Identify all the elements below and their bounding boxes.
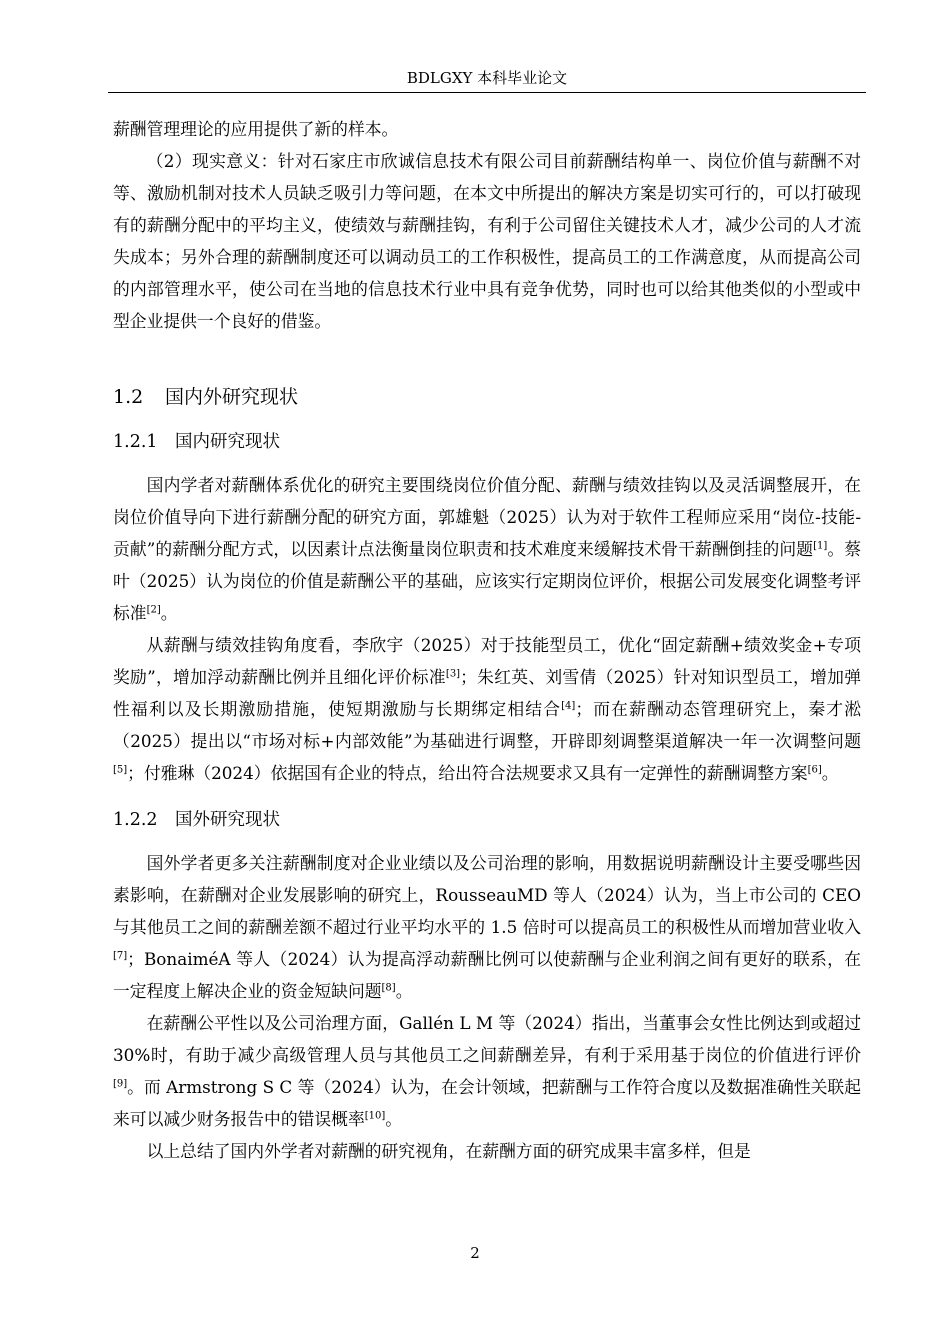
text-run: 在薪酬公平性以及公司治理方面，Gallén L M 等（2024）指出，当董事会女性比例达到或超过 30%时，有助于减少高级管理人员与其他员工之间薪酬差异，有利于采用基于岗位的价值进行评价 (113, 1013, 861, 1065)
subsection-number: 1.2.2 (113, 810, 158, 830)
text-run: ；BonaiméA 等人（2024）认为提高浮动薪酬比例可以使薪酬与企业利润之间有更好的联系，在一定程度上解决企业的资金短缺问题 (113, 949, 861, 1001)
text-run: ；朱红英、刘雪倩（2025）针对知识型员工，增加弹性福利以及长期激励措施，使短期激励与长期绑定相结合 (113, 667, 861, 719)
citation-ref: [7] (113, 950, 128, 962)
text-run: 。 (821, 763, 839, 783)
text-run: 。 (385, 1109, 403, 1129)
text-run: ；付雅琳（2024）依据国有企业的特点，给出符合法规要求又具有一定弹性的薪酬调整方案 (127, 763, 808, 783)
running-header: BDLGXY 本科毕业论文 (406, 69, 568, 87)
text-run: 国外学者更多关注薪酬制度对企业业绩以及公司治理的影响，用数据说明薪酬设计主要受哪些因素影响，在薪酬对企业发展影响的研究上，RousseauMD 等人（2024）认为，当上市公司的 CEO 与其他员工之间的薪酬差额不超过行业平均水平的 1.5 倍时可以提高员工的积极性从而增加营业收入 (113, 853, 861, 937)
paragraph-foreign-1 (113, 847, 861, 1007)
text-run: 。蔡叶（2025）认为岗位的价值是薪酬公平的基础，应该实行定期岗位评价，根据公司发展变化调整考评标准 (113, 539, 861, 623)
paragraph-foreign-2 (113, 1007, 861, 1135)
section-number: 1.2 (113, 386, 144, 408)
citation-ref: [9] (113, 1078, 128, 1090)
text-run: ；而在薪酬动态管理研究上，秦才淞（2025）提出以“市场对标+内部效能”为基础进行调整，开辟即刻调整渠道解决一年一次调整问题 (113, 699, 861, 751)
section-heading (113, 383, 861, 411)
subsection-title: 国外研究现状 (175, 810, 280, 830)
paragraph-practical-significance: （2）现实意义：针对石家庄市欣诚信息技术有限公司目前薪酬结构单一、岗位价值与薪酬不对等、激励机制对技术人员缺乏吸引力等问题，在本文中所提出的解决方案是切实可行的，可以打破现有的薪酬分配中的平均主义，使绩效与薪酬挂钩，有利于公司留住关键技术人才，减少公司的人才流失成本；另外合理的薪酬制度还可以调动员工的工作积极性，提高员工的工作满意度，从而提高公司的内部管理水平，使公司在当地的信息技术行业中具有竞争优势，同时也可以给其他类似的小型或中型企业提供一个良好的借鉴。 (113, 151, 861, 331)
citation-ref: [3] (445, 668, 461, 680)
citation-ref: [5] (113, 764, 128, 776)
page-content (113, 113, 861, 1167)
subsection-heading-foreign (113, 807, 861, 833)
text-run: 从薪酬与绩效挂钩角度看，李欣宇（2025）对于技能型员工，优化“固定薪酬+绩效奖金+专项奖励”，增加浮动薪酬比例并且细化评价标准 (113, 635, 861, 687)
text-run: 。 (395, 981, 413, 1001)
subsection-number: 1.2.1 (113, 432, 158, 452)
subsection-heading-domestic (113, 429, 861, 455)
citation-ref: [4] (561, 700, 576, 712)
citation-ref: [8] (381, 982, 396, 994)
section-title: 国内外研究现状 (165, 386, 299, 408)
text-run: 国内学者对薪酬体系优化的研究主要围绕岗位价值分配、薪酬与绩效挂钩以及灵活调整展开，在岗位价值导向下进行薪酬分配的研究方面，郭雄魁（2025）认为对于软件工程师应采用“岗位-技能-贡献”的薪酬分配方式，以因素计点法衡量岗位职责和技术难度来缓解技术骨干薪酬倒挂的问题 (113, 475, 861, 559)
paragraph-domestic-2 (113, 629, 861, 789)
paragraph-summary: 以上总结了国内外学者对薪酬的研究视角，在薪酬方面的研究成果丰富多样，但是 (146, 1141, 751, 1161)
page-number: 2 (470, 1244, 480, 1262)
paragraph-domestic-1 (113, 469, 861, 629)
citation-ref: [10] (364, 1110, 386, 1122)
text-run: 。而 Armstrong S C 等（2024）认为，在会计领域，把薪酬与工作符合度以及数据准确性关联起来可以减少财务报告中的错误概率 (113, 1077, 861, 1129)
text-run: 。 (160, 603, 178, 623)
paragraph-continued: 薪酬管理理论的应用提供了新的样本。 (113, 119, 399, 139)
citation-ref: [1] (813, 540, 828, 552)
citation-ref: [2] (146, 604, 161, 616)
header-rule (108, 92, 866, 93)
citation-ref: [6] (807, 764, 822, 776)
subsection-title: 国内研究现状 (175, 432, 280, 452)
